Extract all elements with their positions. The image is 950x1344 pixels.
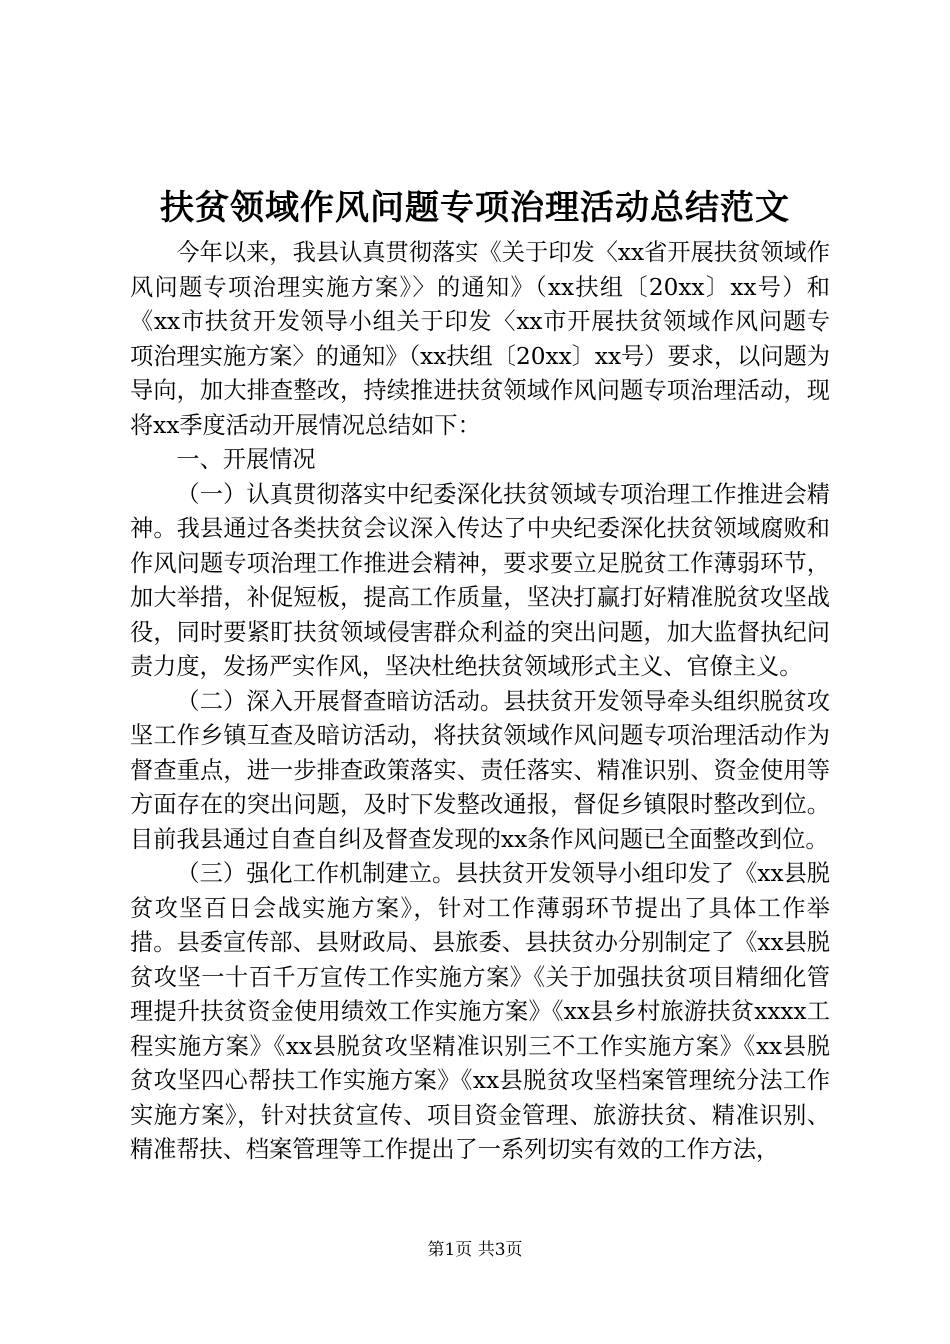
document-body (130, 236, 830, 1168)
body-paragraph: （二）深入开展督查暗访活动。县扶贫开发领导牵头组织脱贫攻坚工作乡镇互查及暗访活动，将扶贫领域作风问题专项治理活动作为督查重点，进一步排查政策落实、责任落实、精准识别、资金使用等方面存在的突出问题，及时下发整改通报，督促乡镇限时整改到位。目前我县通过自查自纠及督查发现的xx条作风问题已全面整改到位。 (130, 687, 830, 853)
section-heading: 一、开展情况 (176, 446, 316, 473)
intro-paragraph: 今年以来，我县认真贯彻落实《关于印发〈xx省开展扶贫领域作风问题专项治理实施方案》〉的通知》（xx扶组〔20xx〕xx号）和《xx市扶贫开发领导小组关于印发〈xx市开展扶贫领域作风问题专项治理实施方案〉的通知》（xx扶组〔20xx〕xx号）要求，以问题为导向，加大排查整改，持续推进扶贫领域作风问题专项治理活动，现将xx季度活动开展情况总结如下： (130, 239, 830, 439)
body-paragraph: （一）认真贯彻落实中纪委深化扶贫领域专项治理工作推进会精神。我县通过各类扶贫会议深入传达了中央纪委深化扶贫领域腐败和作风问题专项治理工作推进会精神，要求要立足脱贫工作薄弱环节，加大举措，补促短板，提高工作质量，坚决打赢打好精准脱贫攻坚战役，同时要紧盯扶贫领域侵害群众利益的突出问题，加大监督执纪问责力度，发扬严实作风，坚决杜绝扶贫领域形式主义、官僚主义。 (130, 480, 830, 680)
page-number-footer: 第1页 共3页 (427, 1240, 523, 1260)
document-title: 扶贫领域作风问题专项治理活动总结范文 (160, 188, 790, 228)
body-paragraph: （三）强化工作机制建立。县扶贫开发领导小组印发了《xx县脱贫攻坚百日会战实施方案》，针对工作薄弱环节提出了具体工作举措。县委宣传部、县财政局、县旅委、县扶贫办分别制定了《xx县脱贫攻坚一十百千万宣传工作实施方案》《关于加强扶贫项目精细化管理提升扶贫资金使用绩效工作实施方案》《xx县乡村旅游扶贫xxxx工程实施方案》《xx县脱贫攻坚精准识别三不工作实施方案》《xx县脱贫攻坚四心帮扶工作实施方案》《xx县脱贫攻坚档案管理统分法工作实施方案》，针对扶贫宣传、项目资金管理、旅游扶贫、精准识别、精准帮扶、档案管理等工作提出了一系列切实有效的工作方法， (130, 860, 830, 1163)
